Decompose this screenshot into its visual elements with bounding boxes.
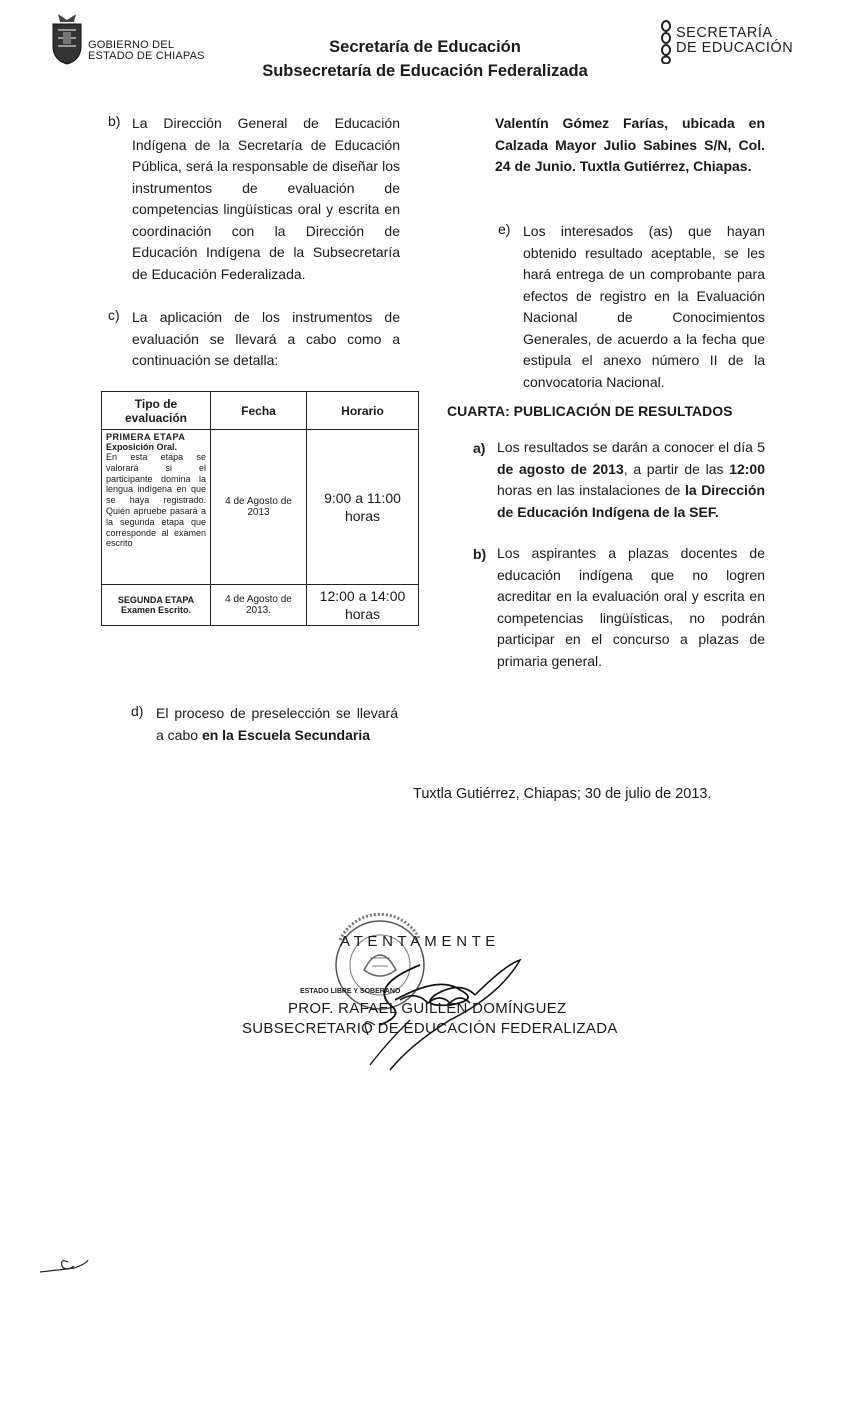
item-a-part3: , a partir de las [623,460,724,477]
item-a-date: de agosto de 2013 [497,460,624,477]
item-a-marker: a) [473,440,486,456]
row2-date: 4 de Agosto de 2013. [211,585,307,626]
item-b-text: La Dirección General de Educación Indígena de la Secretaría de Educación Pública, será la responsable de diseñar los instrumentos de evaluación de competencias lingüísticas oral y escrita en coordinación con la Dirección de Educación Indígena de la Subsecretaría de Educación Federalizada. [132,115,400,282]
item-d-text [156,703,398,746]
item-d-bold: en la Escuela Secundaria [201,726,371,743]
row2-time: 12:00 a 14:00 horas [307,585,419,626]
item-d-plain: El proceso de preselección se llevará a cabo [156,705,398,743]
table-row [102,430,419,585]
signer-name: PROF. RAFAEL GUILLÉN DOMÍNGUEZ [288,1000,567,1017]
item-e-marker: e) [498,221,511,237]
gov-logo-line2: ESTADO DE CHIAPAS [88,50,205,62]
sec-logo-line2: DE EDUCACIÓN [676,40,794,56]
col-header-date: Fecha [211,392,307,430]
chain-links-icon [660,20,672,64]
sec-logo-line1: SECRETARÍA [676,25,773,41]
seal-text: ESTADO LIBRE Y SOBERANO [300,988,401,995]
document-subtitle: Subsecretaría de Educación Federalizada [262,62,588,80]
row2-stage: SEGUNDA ETAPA [117,595,195,605]
item-a-location: la Dirección de Educación Indígena de la SEF. [497,482,765,520]
item-c-marker: c) [108,307,120,323]
col-header-time: Horario [307,392,419,430]
col-header-type: Tipo de evaluación [102,392,211,430]
table-header-row [102,392,419,430]
item-d-continuation: Valentín Gómez Farías, ubicada en Calzada Mayor Julio Sabines S/N, Col. 24 de Junio. Tuxtla Gutiérrez, Chiapas. [495,115,765,174]
row1-time: 9:00 a 11:00 horas [307,430,419,585]
item-d-marker: d) [131,703,144,719]
row2-type: Examen Escrito. [120,605,192,615]
place-date: Tuxtla Gutiérrez, Chiapas; 30 de julio de 2013. [413,786,712,802]
item-a-text [497,437,765,523]
item-b-marker: b) [108,113,121,129]
item-e-text: Los interesados (as) que hayan obtenido resultado aceptable, se les hará entrega de un comprobante para efectos de registro en la Evaluación Nacional de Conocimientos Generales, de acuerdo a la fecha que estipula el anexo número II de la convocatoria Nacional. [523,223,765,390]
document-title: Secretaría de Educación [329,38,521,56]
evaluation-schedule-table [101,391,419,626]
sec-educacion-logo [660,20,810,64]
gov-logo-line1: GOBIERNO DEL [88,39,175,51]
row1-type: Exposición Oral. [106,442,178,452]
table-row [102,585,419,626]
initials-mark-icon [38,1250,98,1280]
signer-title: SUBSECRETARIO DE EDUCACIÓN FEDERALIZADA [242,1020,618,1037]
row1-description: En esta etapa se valorará si el participante domina la lengua indígena en que se haya registrado. Quién apruebe pasará a la segunda etapa que corresponde al examen escrito [106,452,206,549]
salutation: A T E N T A M E N T E [340,933,496,950]
item-a-part5: horas en las instalaciones de [497,482,681,498]
row1-date: 4 de Agosto de 2013 [211,430,307,585]
section-heading-cuarta: CUARTA: PUBLICACIÓN DE RESULTADOS [447,403,733,419]
item-a-part1: Los resultados se darán a conocer el día 5 [497,439,765,455]
row2-type-cell [102,585,211,626]
item-a-hour: 12:00 [729,460,765,477]
item-b2-marker: b) [473,546,487,562]
item-c-text: La aplicación de los instrumentos de evaluación se llevará a cabo como a continuación se detalla: [132,309,400,368]
row1-type-cell [102,430,211,585]
item-b2-text: Los aspirantes a plazas docentes de educación indígena que no logren acreditar en la evaluación oral y escrita en competencias lingüísticas, no podrán participar en el concurso a plazas de primaria general. [497,545,765,669]
row1-stage: PRIMERA ETAPA [106,432,186,442]
